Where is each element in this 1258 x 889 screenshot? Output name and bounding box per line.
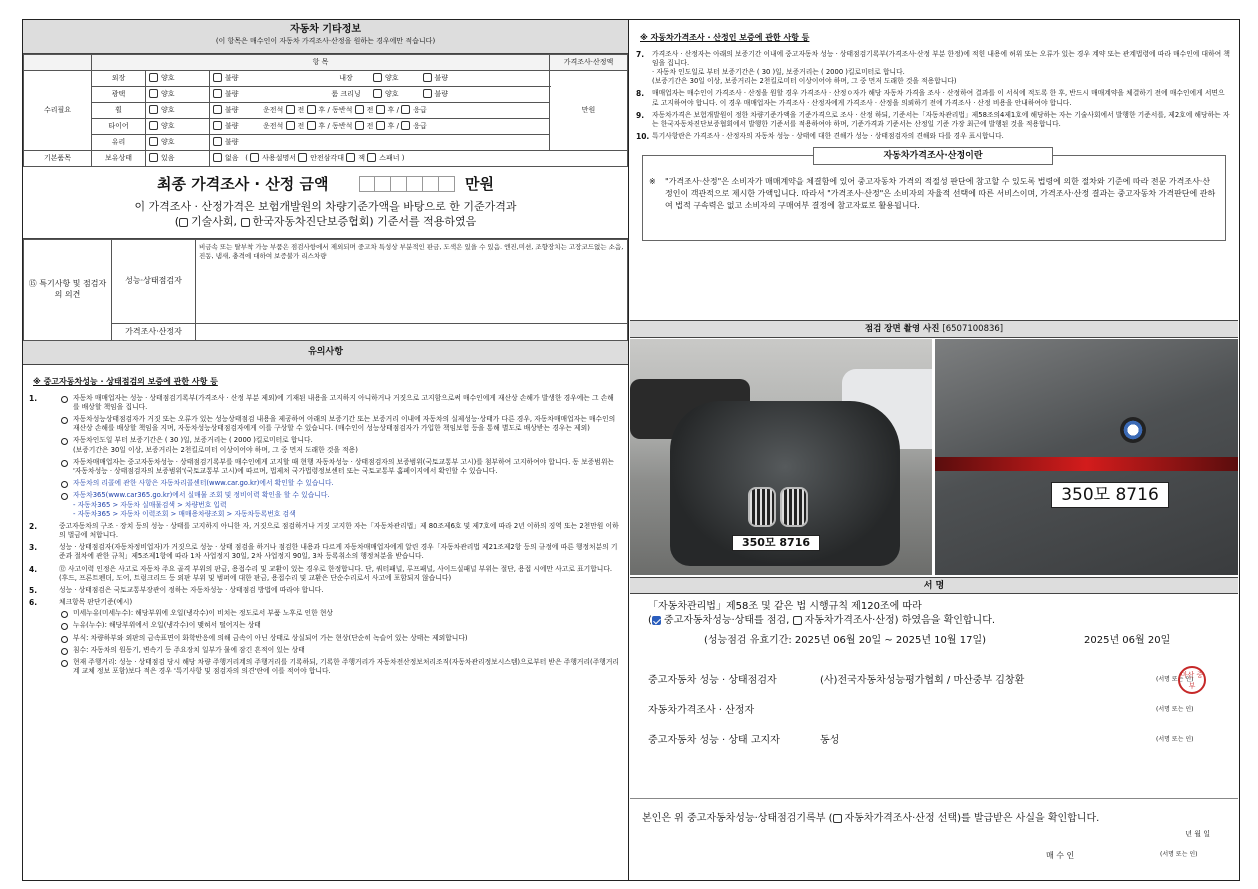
buyer-confirmation: 본인은 위 중고자동차성능·상태점검기록부 ( 자동차가격조사·산정 선택)를 발급받은 사실을 확인합니다. 년 월 일 매 수 인 (서명 또는 인)	[642, 813, 1210, 860]
checkbox[interactable]	[213, 105, 222, 114]
tail-light	[935, 457, 1238, 471]
note-recall-link[interactable]: 자동차의 리콜에 관한 사항은 자동차리콜센터(www.car.go.kr)에서 확인할 수 있습니다.	[59, 479, 620, 488]
checkbox[interactable]	[250, 153, 259, 162]
note-7: 7. 가격조사 · 산정자는 아래의 보증기간 이내에 중고자동차 성능 · 상태점검기록부(가격조사·산정 부분 한정)에 적힌 내용에 허위 또는 오류가 있는 경우 계약 또는 관계법령에 따라 매수인에 대하여 책임을 집니다. · 자동차 인도일로 부터 보증기간은 ( 30 )일, 보증거리는 ( 2000 )킬로미터로 합니다. (보증기간은 30일 이상, 보증거리는 2천킬로미터 이상이어야 하며, 그 중 먼저 도래한 것을 적용합니다)	[636, 49, 1230, 86]
notes-heading: ※ 중고자동차성능 · 상태점검의 보증에 관한 사항 등	[33, 377, 218, 386]
note-8: 8. 매매업자는 매수인이 가격조사 · 산정을 원할 경우 가격조사 · 산정ㅇ자가 해당 자동차 가격을 조사 · 산정하여 결과를 이 서식에 적도록 한 후, 반드시 매매계약을 체결하기 전에 매수인에게 서면으로 고지하여야 합니다. 이 경우 매매업자는 가격조사 · 산정자에게 가격조사 · 산정을 의뢰하기 전에 가격조사 · 산정 비용을 안내하여야 합니다.	[636, 89, 1225, 107]
checkbox-appraisal[interactable]	[793, 616, 802, 625]
license-plate-rear: 350모 8716	[1051, 482, 1169, 508]
kidney-grille-right	[780, 487, 808, 527]
extra-info-subtitle: (이 항목은 매수인이 자동차 가격조사·산정을 원하는 경우에만 적습니다)	[215, 36, 436, 45]
checkbox[interactable]	[401, 105, 410, 114]
checkbox[interactable]	[149, 121, 158, 130]
document-frame	[22, 19, 1240, 881]
photo-front	[630, 339, 932, 575]
note-4: 4. ⑫ 사고이력 인정은 사고로 자동차 주요 골격 부위의 판금, 용접수리 및 교환이 있는 경우로 한정합니다. 단, 쿼터패널, 루프패널, 사이드실패널 부위는 절단, 용접 시에만 사고로 표기합니다. (후드, 프론트펜더, 도어, 트렁크리드 등 외판 부위 및 범퍼에 대한 판금, 용접수리 및 교환은 단순수리로서 사고에 포함되지 않습니다)	[29, 564, 613, 582]
checkbox[interactable]	[213, 121, 222, 130]
left-column	[23, 20, 629, 880]
checkbox[interactable]	[286, 105, 295, 114]
inspector-name: (사)전국자동차성능평가협회 / 마산중부 김창환	[820, 675, 1025, 686]
col-price: 가격조사·산정액	[550, 55, 628, 71]
kidney-grille-left	[748, 487, 776, 527]
note-1-1: 자동차 매매업자는 성능 · 상태점검기록부(가격조사 · 산정 부분 제외)에 기재된 내용을 고지하지 아니하거나 거짓으로 고지함으로써 매수인에게 재산상 손해가 발생한 경우에는 그 손해를 배상할 책임을 집니다.	[59, 394, 620, 412]
opinion-table	[23, 239, 628, 341]
checkbox[interactable]	[213, 137, 222, 146]
note-2: 2. 중고자동차의 구조 · 장치 등의 성능 · 상태를 고지하지 아니한 자, 거짓으로 점검하거나 거짓 고지한 자는「자동차관리법」제 80조제6호 및 제7호에 따라 2년 이하의 징역 또는 2천만원 이하의 벌금에 처합니다.	[29, 521, 619, 540]
note-10: 10. 특기사항란은 가격조사 · 산정자의 자동차 성능 · 상태에 대한 견해가 성능 · 상태점검자의 견해와 다를 경우 표시합니다.	[636, 132, 1004, 142]
row-gloss: 광택	[92, 87, 146, 103]
checkbox[interactable]	[423, 73, 432, 82]
checkbox[interactable]	[346, 153, 355, 162]
final-opt2: 한국자동차진단보증협회) 기준서를 적용하였음	[252, 215, 477, 229]
buyer-label: 매 수 인	[1046, 850, 1075, 860]
row-glass: 유리	[92, 135, 146, 151]
basic-items-label: 기본품목	[24, 151, 92, 167]
notes-header: 유의사항	[23, 341, 628, 365]
notes-body: ※ 중고자동차성능 · 상태점검의 보증에 관한 사항 등 1. 자동차 매매업자는 성능 · 상태점검기록부(가격조사 · 산정 부분 제외)에 기재된 내용을 고지하지 아니하거나 거짓으로 고지함으로써 매수인에게 재산상 손해가 발생한 경우에는 그 손해를 배상할 책임을 집니다. 자동차성능상태점검자가 거짓 또는 오류가 있는 성능상태점검 내용을 제공하여 아래의 보증기간 또는 보증거리 이내에 자동차의 실제성능·상태가 다른 경우, 자동차매매업자는 매수인의 재산상 손해를 배상할 책임을 지며, 자동차성능상태점검자에게 이를 구상할 수 있습니다. (매수인이 성능상태점검자가 가입한 책임보험 등을 통해 별도로 배상받는 경우는 제외) 자동차인도일 부터 보증기간은 ( 30 )일, 보증거리는 ( 2000 )킬로미터로 합니다. (보증기간은 30일 이상, 보증거리는 2천킬로미터 이상이어야 하며, 그 중 먼저 도래한 것을 적용) 자동차매매업자는 중고자동차성능 · 상태점검기록부를 매수인에게 고지할 때 현행 자동차성능 · 상태점검자의 보증범위(국토교통부 고시)를 첨부하여 고지하여야 합니다. 동 보증범위는 '자동차성능 · 상태점검자의 보증범위'(국토교통부 고시)에 따르며, 법제처 국가법령정보센터 또는 국토교통부 홈페이지에서 확인할 수 있습니다. 자동차의 리콜에 관한 사항은 자동차리콜센터(www.car.go.kr)에서 확인할 수 있습니다. 자동차365(www.car365.go.kr)에서 실매물 조회 및 정비이력 확인을 할 수 있습니다. - 자동차365 > 자동차 실매물검색 > 차량번호 입력 - 자동차365 > 자동차 이력조회 > 매매용차량조회 > 자동차등록번호 검색 2. 중고자동차의 구조 · 장치 등의 성능 · 상태를 고지하지 아니한 자, 거짓으로 점검하거나 거짓 고지한 자는「자동차관리법」제 80조제6호 및 제7호에 따라 2년 이하의 징역 또는 2천만원 이하의 벌금에 처합니다. 3. 성능 · 상태점검자(자동차정비업자)가 거짓으로 성능 · 상태 점검을 하거나 점검한 내용과 다르게 자동차매매업자에게 알린 경우「자동차관리법 제21조제2항 등의 규정에 따른 행정처분의 기준과 절차에 관한 규칙」제5조제1항에 따라 1차 사업정지 30일, 2차 사업정지 90일, 3차 등록취소의 행정처분을 받습니다. 4. ⑫ 사고이력 인정은 사고로 자동차 주요 골격 부위의 판금, 용접수리 및 교환이 있는 경우로 한정합니다. 단, 쿼터패널, 루프패널, 사이드실패널 부위는 절단, 용접 시에만 사고로 표기합니다. (후드, 프론트펜더, 도어, 트렁크리드 등 외판 부위 및 범퍼에 대한 판금, 용접수리 및 교환은 단순수리로서 사고에 포함되지 않습니다) 5. 성능 · 상태점검은 국토교통부장관이 정하는 자동차성능 · 상태점검 방법에 따라야 합니다. 6. 체크항목 판단기준(예시) 미세누유(미세누수): 해당부위에 오일(냉각수)이 비치는 정도로서 부품 노후로 인한 현상 누유(누수): 해당부위에서 오일(냉각수)이 맺혀서 떨어지는 상태 부식: 차량하부와 외판의 금속표면이 화학반응에 의해 금속이 아닌 상태로 상실되어 가는 현상(단순히 녹슬어 있는 상태는 제외합니다) 침수: 자동차의 원동기, 변속기 등 주요장치 일부가 물에 잠긴 흔적이 있는 상태 현재 주행거리: 성능 · 상태점검 당시 해당 차량 주행거리계의 주행거리를 기록하되, 기록한 주행거리가 자동차전산정보처리조직(자동차관리정보시스템)으로부터 받은 주행거리(주행거리계 교체 정보 포함)보다 적은 경우 '특기사항 및 점검자의 의견'란에 이를 적어야 합니다.	[23, 377, 628, 676]
checkbox[interactable]	[149, 153, 158, 162]
price-boxes[interactable]	[359, 176, 455, 195]
validity-period: (성능점검 유효기간: 2025년 06월 20일 ~ 2025년 10월 17일)	[704, 635, 987, 646]
bmw-logo	[1120, 417, 1146, 443]
note-car365-link[interactable]: 자동차365(www.car365.go.kr)에서 실매물 조회 및 정비이력 확인을 할 수 있습니다. - 자동차365 > 자동차 실매물검색 > 차량번호 입력 - 자동차365 > 자동차 이력조회 > 매매용차량조회 > 자동차등록번호 검색	[59, 491, 620, 519]
note-6: 6. 체크항목 판단기준(예시) 미세누유(미세누수): 해당부위에 오일(냉각수)이 비치는 정도로서 부품 노후로 인한 현상 누유(누수): 해당부위에서 오일(냉각수)이 맺혀서 떨어지는 상태 부식: 차량하부와 외판의 금속표면이 화학반응에 의해 금속이 아닌 상태로 상실되어 가는 현상(단순히 녹슬어 있는 상태는 제외합니다) 침수: 자동차의 원동기, 변속기 등 주요장치 일부가 물에 잠긴 흔적이 있는 상태 현재 주행거리: 성능 · 상태점검 당시 해당 차량 주행거리계의 주행거리를 기록하되, 기록한 주행거리가 자동차전산정보처리조직(자동차관리정보시스템)으로부터 받은 주행거리(주행거리계 교체 정보 포함)보다 적은 경우 '특기사항 및 점검자의 의견'란에 이를 적어야 합니다.	[29, 598, 619, 676]
note-1-4: 자동차매매업자는 중고자동차성능 · 상태점검기록부를 매수인에게 고지할 때 현행 자동차성능 · 상태점검자의 보증범위(국토교통부 고시)를 첨부하여 고지하여야 합니다. 동 보증범위는 '자동차성능 · 상태점검자의 보증범위'(국토교통부 고시)에 따르며, 법제처 국가법령정보센터 또는 국토교통부 홈페이지에서 확인할 수 있습니다.	[59, 458, 620, 476]
photo-rear	[935, 339, 1238, 575]
checkbox[interactable]	[355, 121, 364, 130]
checkbox[interactable]	[298, 153, 307, 162]
license-plate-front: 350모 8716	[732, 535, 820, 551]
extra-info-header	[23, 20, 628, 54]
extra-info-table: 항 목 가격조사·산정액 수리필요 외장 양호 불량 내장 양호 불량 만원 광택 양호 불량 룸 크리닝 양호 불량 휠 양호 불량 운전석 전 후 / 동반석 전 후 / 응급 타이어 양호 불량 운전석 전 후 / 동반석 전 후 / 응급 유리 양호 불량 기본품목 보유상태 있음 없음 ( 사용설명서 안전삼각대 잭 스패너 )	[23, 54, 628, 167]
final-price-title: 최종 가격조사 · 산정 금액	[157, 175, 329, 193]
repair-label: 수리필요	[24, 71, 92, 151]
checkbox-inspection[interactable]	[652, 616, 661, 625]
checkbox[interactable]	[355, 105, 364, 114]
checkbox-tech-society[interactable]	[179, 218, 188, 227]
signature-date: 2025년 06월 20일	[1084, 635, 1171, 646]
checkbox[interactable]	[149, 105, 158, 114]
row-wheel: 휠	[92, 103, 146, 119]
final-opt1: 기술사회,	[190, 215, 237, 229]
checkbox[interactable]	[401, 121, 410, 130]
signature-header: 서 명	[630, 577, 1238, 594]
note-9: 9. 자동차가격은 보험개발원이 정한 차량기준가액을 기준가격으로 조사 · 산정 하되, 기준서는「자동차관리법」제58조의4제1호에 해당하는 자는 기술사회에서 발행한 기준서를, 제2호에 해당하는 자는 한국자동차진단보증협회에서 발행한 기준서를 적용하여야 하며, 기준가격과 기준서는 산정일 기준 가장 최근에 발행된 것을 적용합니다.	[636, 110, 1230, 128]
checkbox[interactable]	[307, 121, 316, 130]
checkbox[interactable]	[376, 121, 385, 130]
checkbox[interactable]	[423, 89, 432, 98]
inspector-seal: 마산 중부	[1178, 666, 1206, 694]
note-3: 3. 성능 · 상태점검자(자동차정비업자)가 거짓으로 성능 · 상태 점검을 하거나 점검한 내용과 다르게 자동차매매업자에게 알린 경우「자동차관리법 제21조제2항 등의 규정에 따른 행정처분의 기준과 절차에 관한 규칙」제5조제1항에 따라 1차 사업정지 30일, 2차 사업정지 90일, 3차 등록취소의 행정처분을 받습니다.	[29, 543, 618, 561]
checkbox[interactable]	[149, 137, 158, 146]
signature-body: 「자동차관리법」제58조 및 같은 법 시행규칙 제120조에 따라 ( 중고자동차성능·상태를 점검, 자동차가격조사·산정) 하였음을 확인합니다. (성능점검 유효기간: 2025년 06월 20일 ~ 2025년 10월 17일) 2025년 06월 20일 중고자동차 성능 · 상태점검자 (사)전국자동차성능평가협회 / 마산중부 김창환 (서명 또는 인) 마산 중부 자동차가격조사 · 산정자 (서명 또는 인) 중고자동차 성능 · 상태 고지자 동성 (서명 또는 인)	[648, 600, 1228, 748]
right-heading: ※ 자동차가격조사 · 산정인 보증에 관한 사항 등	[640, 33, 810, 42]
unit-manwon: 만원	[550, 71, 628, 151]
note-5: 5. 성능 · 상태점검은 국토교통부장관이 정하는 자동차성능 · 상태점검 방법에 따라야 합니다.	[29, 585, 324, 595]
checkbox[interactable]	[376, 105, 385, 114]
checkbox-kadia[interactable]	[241, 218, 250, 227]
checkbox-buyer-appraisal[interactable]	[833, 814, 842, 823]
checkbox[interactable]	[149, 73, 158, 82]
photo-header: 점검 장면 촬영 사진 [6507100836]	[630, 320, 1238, 338]
final-line1: 이 가격조사 · 산정가격은 보험개발원의 차량기준가액을 바탕으로 한 기준가격과	[134, 200, 517, 214]
note-1-2: 자동차성능상태점검자가 거짓 또는 오류가 있는 성능상태점검 내용을 제공하여 아래의 보증기간 또는 보증거리 이내에 자동차의 실제성능·상태가 다른 경우, 자동차매매업자는 매수인의 재산상 손해를 배상할 책임을 지며, 자동차성능상태점검자에게 이를 구상할 수 있습니다. (매수인이 성능상태점검자가 가입한 책임보험 등을 통해 별도로 배상받는 경우는 제외)	[59, 415, 620, 433]
appraiser-label: 가격조사·산정자	[112, 324, 196, 341]
checkbox[interactable]	[373, 89, 382, 98]
row-exterior: 외장	[92, 71, 146, 87]
col-item: 항 목	[92, 55, 550, 71]
inspector-label: 성능·상태점검자	[112, 240, 196, 324]
note-1-3: 자동차인도일 부터 보증기간은 ( 30 )일, 보증거리는 ( 2000 )킬로미터로 합니다. (보증기간은 30일 이상, 보증거리는 2천킬로미터 이상이어야 하며, 그 중 먼저 도래한 것을 적용)	[59, 436, 620, 454]
checkbox[interactable]	[373, 73, 382, 82]
checkbox[interactable]	[213, 73, 222, 82]
appraisal-box-text: "가격조사·산정"은 소비자가 매매계약을 체결함에 있어 중고자동차 가격의 적절성 판단에 참고할 수 있도록 법령에 의한 절차와 기준에 따라 전문 가격조사·산정인이 객관적으로 제시한 가액입니다. 따라서 "가격조사·산정"은 소비자의 자율적 선택에 따른 서비스이며, 가격조사·산정 결과는 중고자동차 가격판단에 관하여 법적 구속력은 없고 소비자의 구매여부 결정에 참고자료로 활용됩니다.	[665, 177, 1216, 210]
opinion-label: ⑮ 특기사항 및 점검자의 의견	[24, 240, 112, 341]
checkbox[interactable]	[213, 89, 222, 98]
inspector-opinion: 비금속 또는 탈부착 가능 부품은 점검사항에서 제외되며 중고차 특성상 부분적인 판금, 도색은 있을 수 있음. 엔진,미션, 조향장치는 고장코드없는 소음, 진동, 냄새, 충격에 대하여 보증불가 리스차량	[196, 240, 628, 324]
notifier-name: 동성	[820, 735, 840, 746]
row-tire: 타이어	[92, 119, 146, 135]
signature-law: 「자동차관리법」제58조 및 같은 법 시행규칙 제120조에 따라	[648, 601, 922, 612]
appraisal-info-box: 자동차가격조사·산정이란 ※ "가격조사·산정"은 소비자가 매매계약을 체결함에 있어 중고자동차 가격의 적절성 판단에 참고할 수 있도록 법령에 의한 절차와 기준에 따라 전문 가격조사·산정인이 객관적으로 제시한 가액입니다. 따라서 "가격조사·산정"은 소비자의 자율적 선택에 따른 서비스이며, 가격조사·산정 결과는 중고자동차 가격판단에 관하여 법적 구속력은 없고 소비자의 구매여부 결정에 참고자료로 활용됩니다.	[642, 155, 1226, 241]
extra-info-title: 자동차 기타정보	[289, 24, 362, 35]
right-column	[630, 20, 1238, 880]
final-price-section: 최종 가격조사 · 산정 금액 만원 이 가격조사 · 산정가격은 보험개발원의 차량기준가액을 바탕으로 한 기준가격과 ( 기술사회, 한국자동차진단보증협회) 기준서를 적용하였음	[23, 167, 628, 239]
final-price-unit: 만원	[464, 175, 494, 193]
checkbox[interactable]	[367, 153, 376, 162]
checkbox[interactable]	[149, 89, 158, 98]
checkbox[interactable]	[286, 121, 295, 130]
checkbox[interactable]	[307, 105, 316, 114]
row-keep: 보유상태	[92, 151, 146, 167]
appraiser-row: 자동차가격조사 · 산정자	[648, 705, 755, 716]
checkbox[interactable]	[213, 153, 222, 162]
appraisal-box-title: 자동차가격조사·산정이란	[813, 147, 1053, 165]
